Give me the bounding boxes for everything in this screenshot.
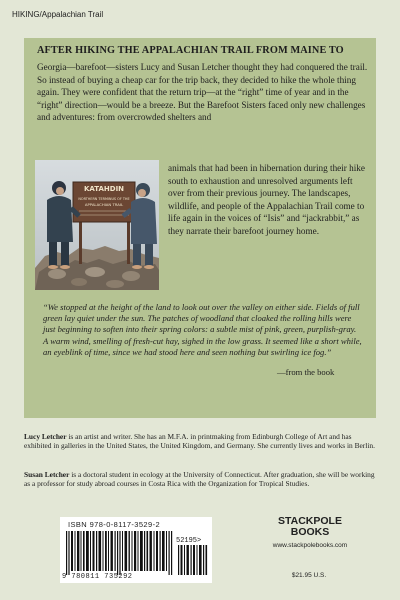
barcode-block: [60, 517, 212, 583]
price-barcode: [178, 545, 208, 575]
author-bio-text: is a doctoral student in ecology at the University of Connecticut. After graduation, she will be working as a professor for study abroad courses in Costa Rica with the Organization for Tropical Studies.: [24, 470, 375, 489]
publisher-name-line2: BOOKS: [290, 526, 330, 538]
headline: AFTER HIKING THE APPALACHIAN TRAIL FROM MAINE TO: [37, 45, 344, 56]
publisher-logo: [262, 516, 358, 538]
sign-line-2: APPALACHIAN TRAIL: [84, 202, 124, 207]
author-name: Lucy Letcher: [24, 432, 67, 441]
continued-paragraph: animals that had been in hibernation during their hike south to exhaustion and unresolved arguments left over from their previous journey. The landscapes, wildlife, and people of the Appalachian Trail come to life again in the voices of “Isis” and “jackrabbit,” as they narrate their barefoot journey home.: [168, 163, 365, 236]
isbn-number: ISBN 978-0-8117-3529-2: [68, 520, 161, 529]
barcode-digits: 9 780811 735292: [62, 573, 133, 581]
author-bio-lucy: [24, 432, 378, 451]
quote-attribution: —from the book: [277, 367, 335, 377]
author-name: Susan Letcher: [24, 470, 70, 479]
publisher-url: www.stackpolebooks.com: [272, 542, 348, 549]
author-bio-susan: [24, 470, 378, 489]
summit-photo-graphic: [35, 160, 159, 290]
book-quote: “We stopped at the height of the land to look out over the valley on either side. Fields of full green lay quiet under the sun. The patches of woodland that cloaked the rolling hills were just beginning to soften into their spring colors: a subtle mist of pink, green, purplish-gray. A warm wind, smelling of fresh-cut hay, sighed in the low grass. It seemed like a short while, an eyeblink of time, since we had stood here and seen nothing but swirling ice fog.”: [43, 302, 362, 357]
price-code: 52195>: [176, 537, 202, 545]
author-bio-text: is an artist and writer. She has an M.F.A. in printmaking from Edinburgh College of Art and has exhibited in galleries in the United States, the United Kingdom, and Germany. She currently lives and works in Berlin.: [24, 432, 375, 451]
sign-title: KATAHDIN: [83, 185, 125, 193]
intro-paragraph: Georgia—barefoot—sisters Lucy and Susan Letcher thought they had conquered the trail. So instead of buying a cheap car for the trip back, they decided to hike the whole thing again. They were confident that the return trip—at the “right” time of year and in the “right” direction—would be a breeze. But the Barefoot Sisters faced only new challenges and adventures: from overcrowded shelters and: [37, 62, 368, 123]
isbn-barcode: [66, 531, 176, 575]
sign-line-1: NORTHERN TERMINUS OF THE: [78, 197, 130, 201]
katahdin-summit-photo: [35, 160, 159, 290]
price-label: $21.95 U.S.: [291, 572, 327, 579]
category-label: HIKING/Appalachian Trail: [12, 10, 104, 19]
publisher-name-line1: STACKPOLE: [278, 515, 342, 527]
